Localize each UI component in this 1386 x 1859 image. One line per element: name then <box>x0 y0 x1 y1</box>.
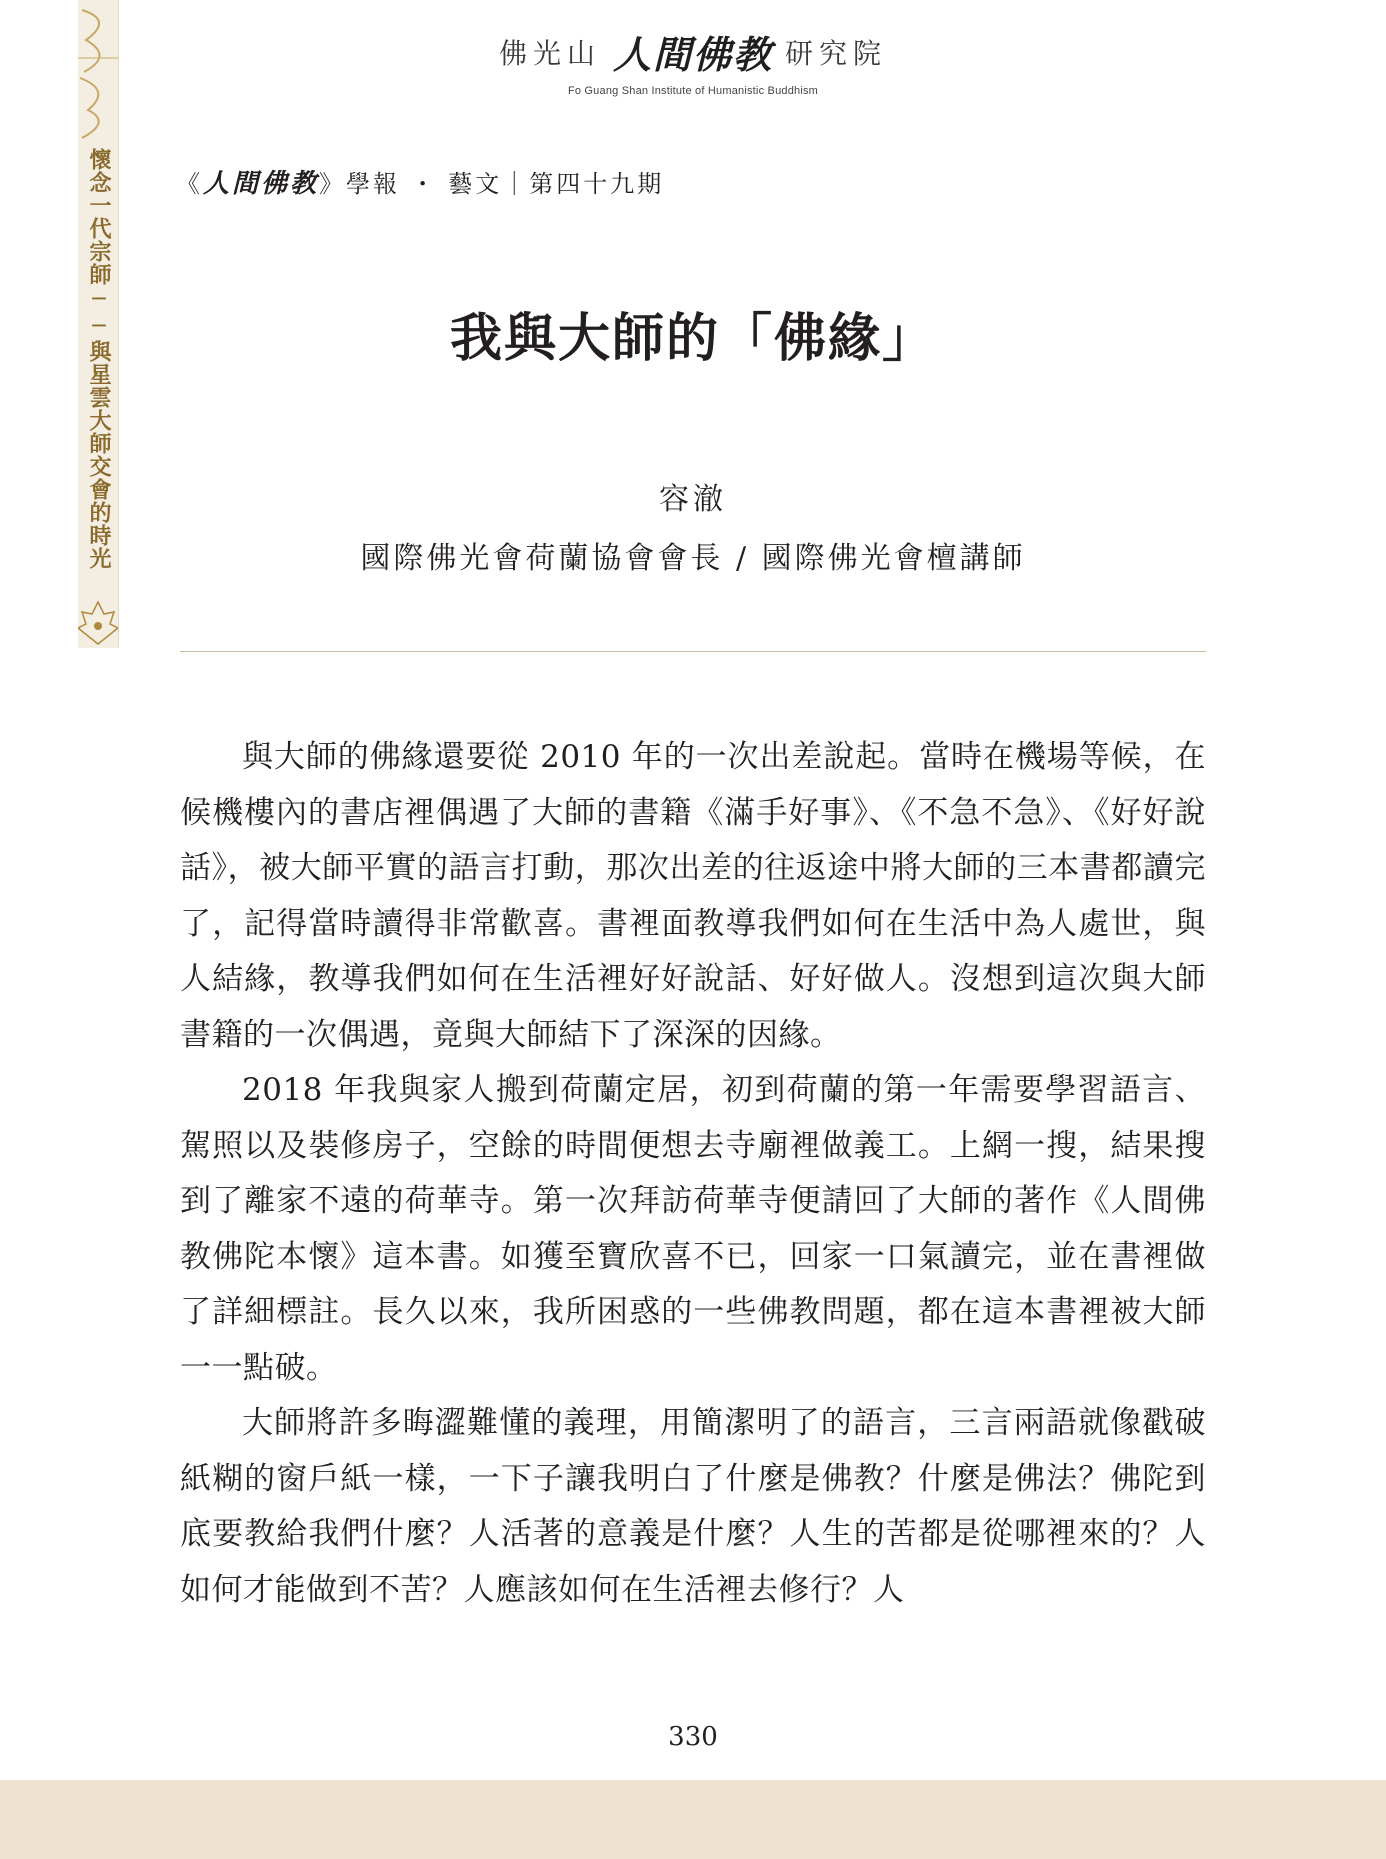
page-number: 330 <box>668 1722 718 1752</box>
lotus-ornament-icon <box>78 598 118 648</box>
side-section-title: 懷念一代宗師──與星雲大師交會的時光 <box>86 148 112 570</box>
body-paragraph: 與大師的佛緣還要從 2010 年的一次出差說起。當時在機場等候，在候機樓內的書店裡偶遇了大師的書籍《滿手好事》、《不急不急》、《好好說話》，被大師平實的語言打動，那次出差的往返途中將大師的三本書都讀完了，記得當時讀得非常歡喜。書裡面教導我們如何在生活中為人處世，與人結緣，教導我們如何在生活裡好好說話、好好做人。沒想到這次與大師書籍的一次偶遇，竟與大師結下了深深的因緣。 <box>180 739 1206 1053</box>
institute-name: 佛光山 <box>498 36 601 70</box>
institute-suffix: 研究院 <box>785 36 888 70</box>
journal-brand: 人間佛教 <box>203 169 320 199</box>
institute-line <box>499 24 887 79</box>
body-paragraph: 大師將許多晦澀難懂的義理，用簡潔明了的語言，三言兩語就像戳破紙糊的窗戶紙一樣，一下子讓我明白了什麼是佛教？什麼是佛法？佛陀到底要教給我們什麼？人活著的意義是什麼？人生的苦都是從哪裡來的？人如何才能做到不苦？人應該如何在生活裡去修行？人 <box>180 1405 1206 1608</box>
institute-english-name: Fo Guang Shan Institute of Humanistic Buddhism <box>567 85 819 97</box>
footer-band <box>0 1780 1386 1859</box>
article-author: 容澈 <box>659 482 727 517</box>
journal-close-bracket: 》 <box>319 170 347 198</box>
journal-line <box>176 163 664 200</box>
body-paragraph: 2018 年我與家人搬到荷蘭定居，初到荷蘭的第一年需要學習語言、駕照以及裝修房子，空餘的時間便想去寺廟裡做義工。上網一搜，結果搜到了離家不遠的荷華寺。第一次拜訪荷華寺便請回了大師的著作《人間佛教佛陀本懷》這本書。如獲至寶欣喜不已，回家一口氣讀完，並在書裡做了詳細標註。長久以來，我所困惑的一些佛教問題，都在這本書裡被大師一一點破。 <box>180 1072 1206 1386</box>
page-header <box>0 24 1386 97</box>
journal-open-bracket: 《 <box>176 170 203 198</box>
journal-issue: 學報 ・ 藝文｜第四十九期 <box>346 170 665 198</box>
humanistic-buddhism-logo: 人間佛教 <box>612 32 773 77</box>
author-affiliation: 國際佛光會荷蘭協會會長 / 國際佛光會檀講師 <box>360 541 1026 576</box>
article-title: 我與大師的「佛緣」 <box>449 308 936 369</box>
article-body <box>180 730 1206 1618</box>
header-divider <box>180 651 1206 652</box>
